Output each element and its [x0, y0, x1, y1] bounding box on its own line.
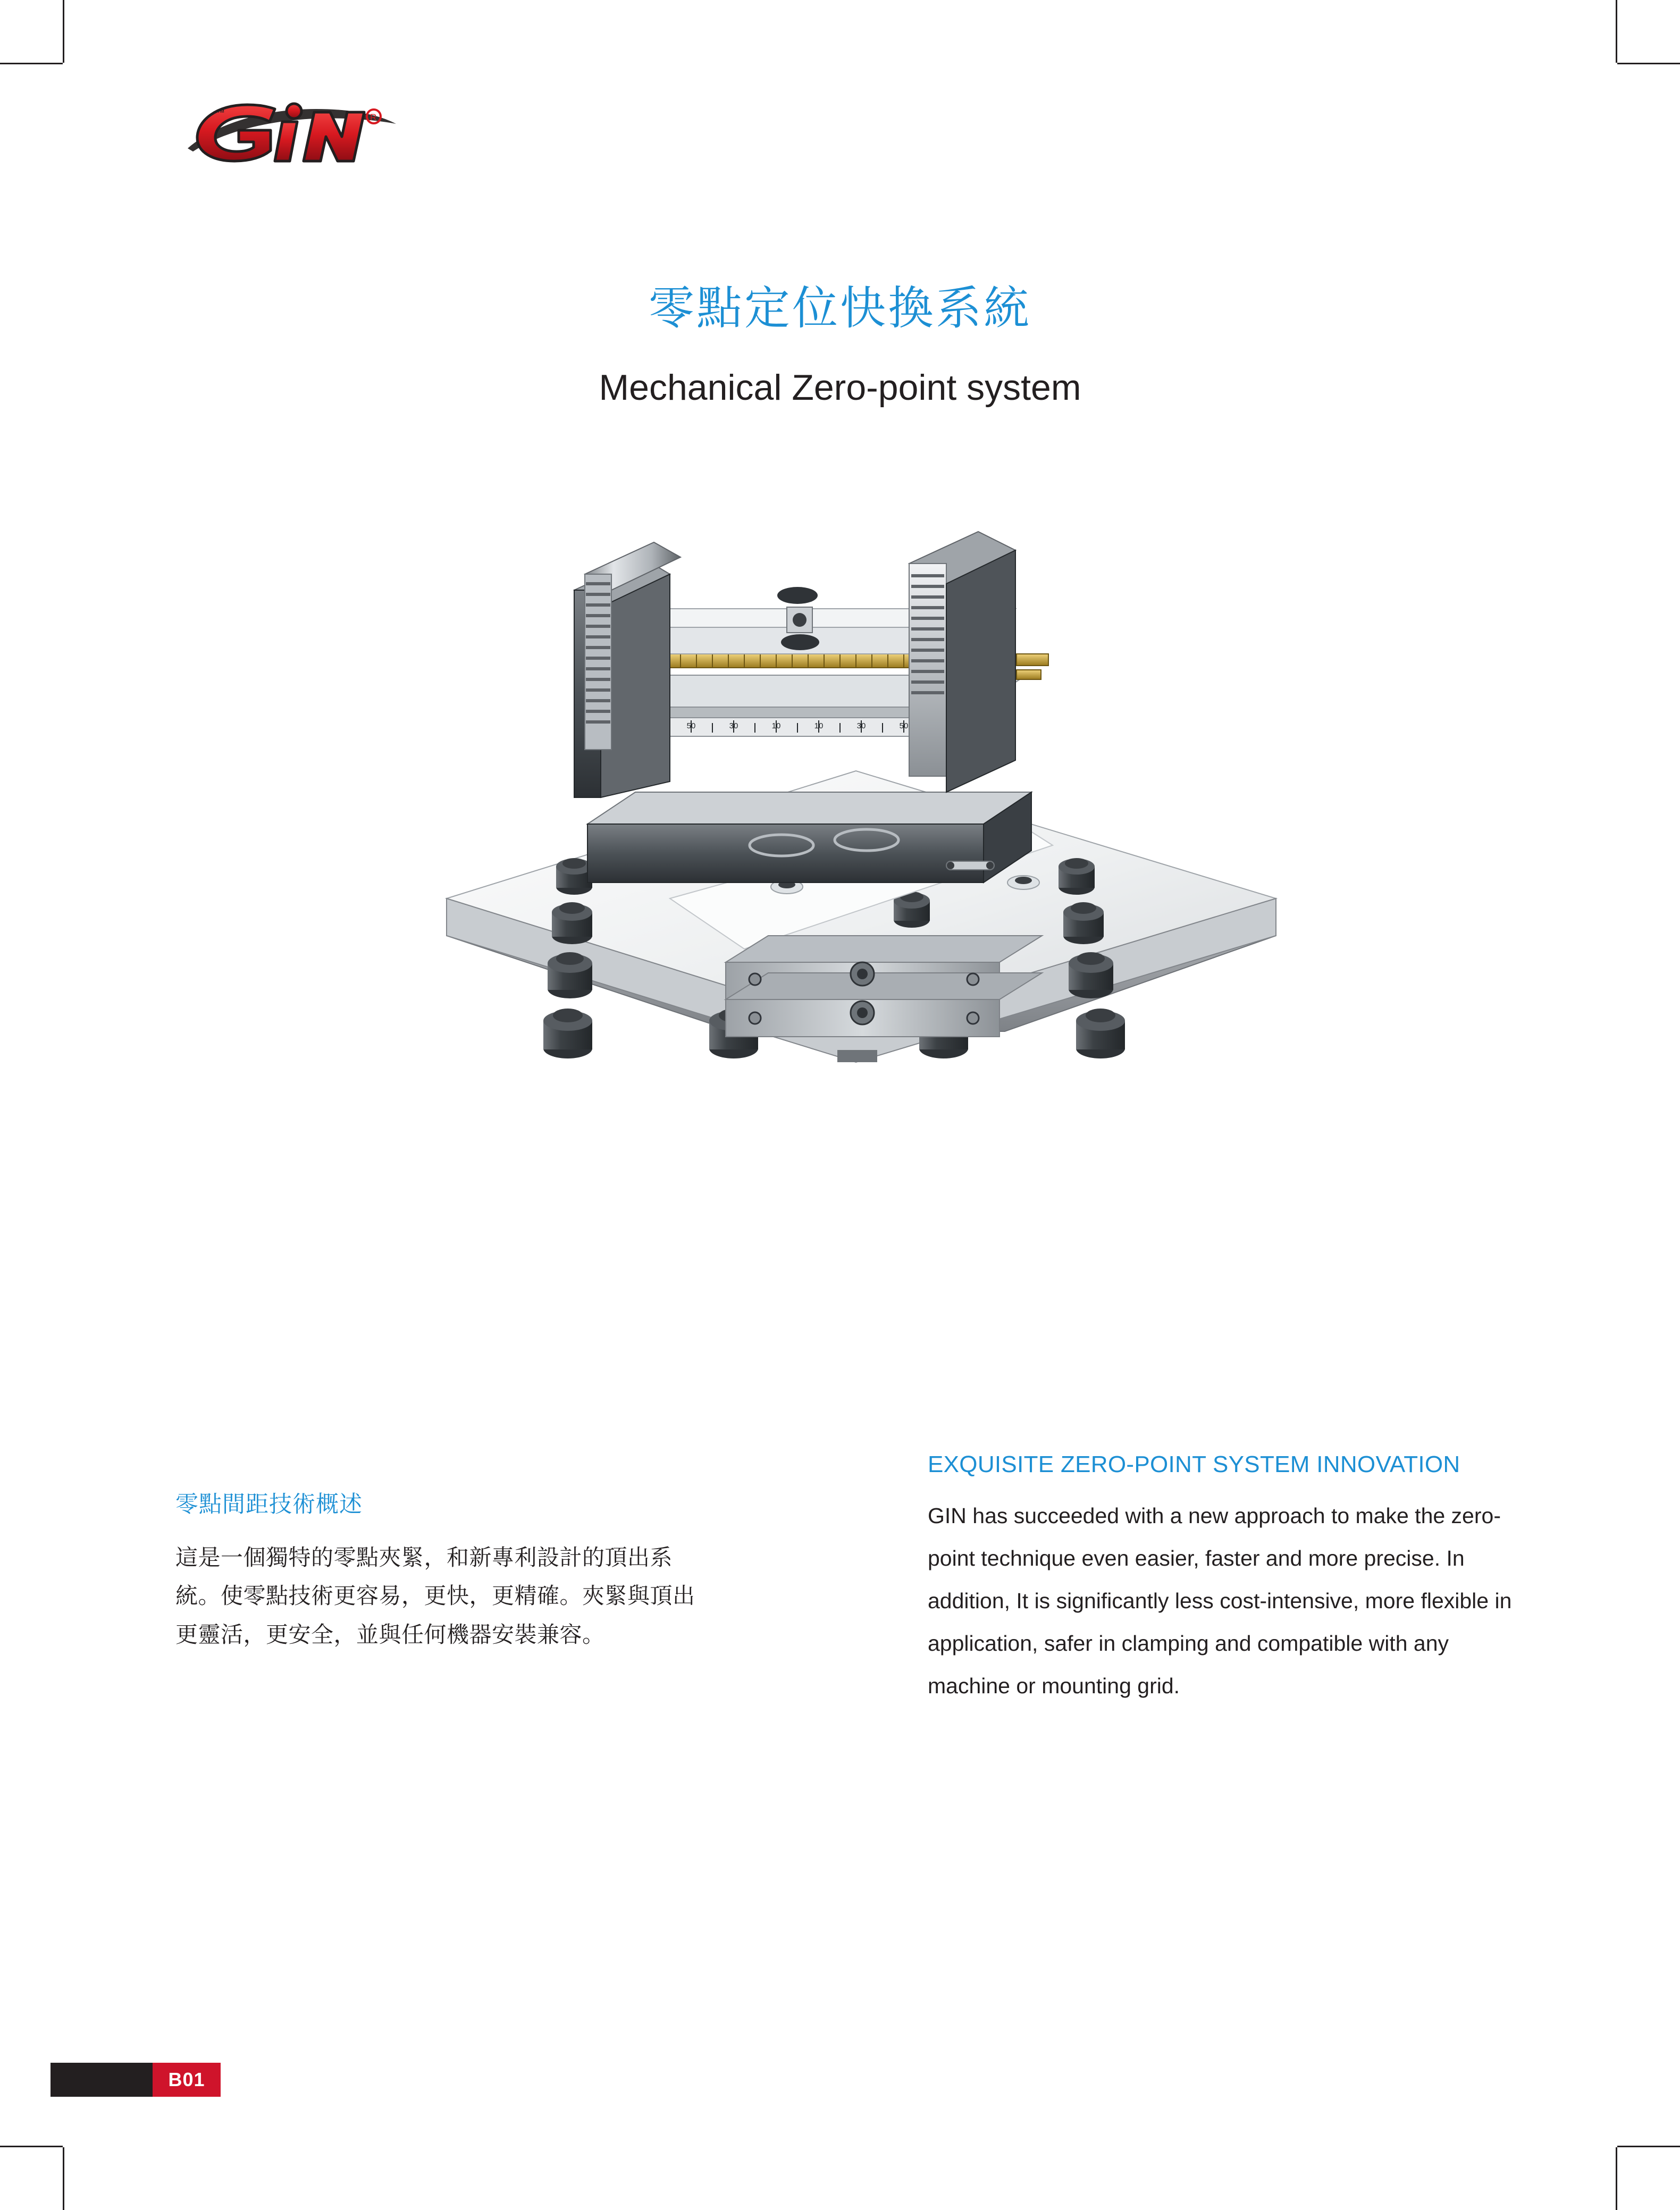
page-number-label: B01	[153, 2063, 221, 2097]
svg-text:30: 30	[729, 721, 738, 730]
product-illustration	[415, 494, 1297, 1271]
left-column-body: 這是一個獨特的零點夾緊，和新專利設計的頂出系統。使零點技術更容易，更快，更精確。夾緊與頂出更靈活，更安全，並與任何機器安裝兼容。	[175, 1544, 695, 1648]
zero-point-clamping-module	[726, 936, 1042, 1037]
left-column-heading: 零點間距技術概述	[175, 1491, 363, 1518]
left-text-column	[175, 1489, 707, 1654]
svg-text:10: 10	[771, 721, 781, 730]
right-text-column	[928, 1446, 1528, 1708]
crop-mark-bottom-left-horizontal	[0, 2146, 63, 2147]
page-title-chinese: 零點定位快換系統	[649, 282, 1031, 335]
svg-text:10: 10	[814, 721, 824, 730]
svg-text:30: 30	[856, 721, 866, 730]
page-title-english: Mechanical Zero-point system	[599, 367, 1081, 408]
svg-text:50: 50	[899, 721, 909, 730]
gin-logo	[183, 93, 412, 170]
crop-mark-bottom-left-vertical	[63, 2147, 64, 2210]
page-number-badge	[51, 2063, 221, 2097]
right-column-heading: EXQUISITE ZERO-POINT SYSTEM INNOVATION	[928, 1451, 1460, 1477]
svg-text:50: 50	[686, 721, 696, 730]
crop-mark-top-right-horizontal	[1617, 63, 1680, 64]
crop-mark-bottom-right-horizontal	[1617, 2146, 1680, 2147]
crop-mark-top-left-horizontal	[0, 63, 63, 64]
crop-mark-top-left-vertical	[63, 0, 64, 63]
svg-text:R: R	[370, 112, 377, 122]
precision-vise	[574, 532, 1048, 883]
crop-mark-bottom-right-vertical	[1616, 2147, 1617, 2210]
right-column-body: GIN has succeeded with a new approach to make the zero-point technique even easier, faster and more precise. In addition, It is significantly less cost-intensive, more flexible in application, safer in clamping and compatible with any machine or mounting grid.	[928, 1503, 1512, 1699]
svg-text:™: ™	[216, 108, 225, 117]
crop-mark-top-right-vertical	[1616, 0, 1617, 63]
